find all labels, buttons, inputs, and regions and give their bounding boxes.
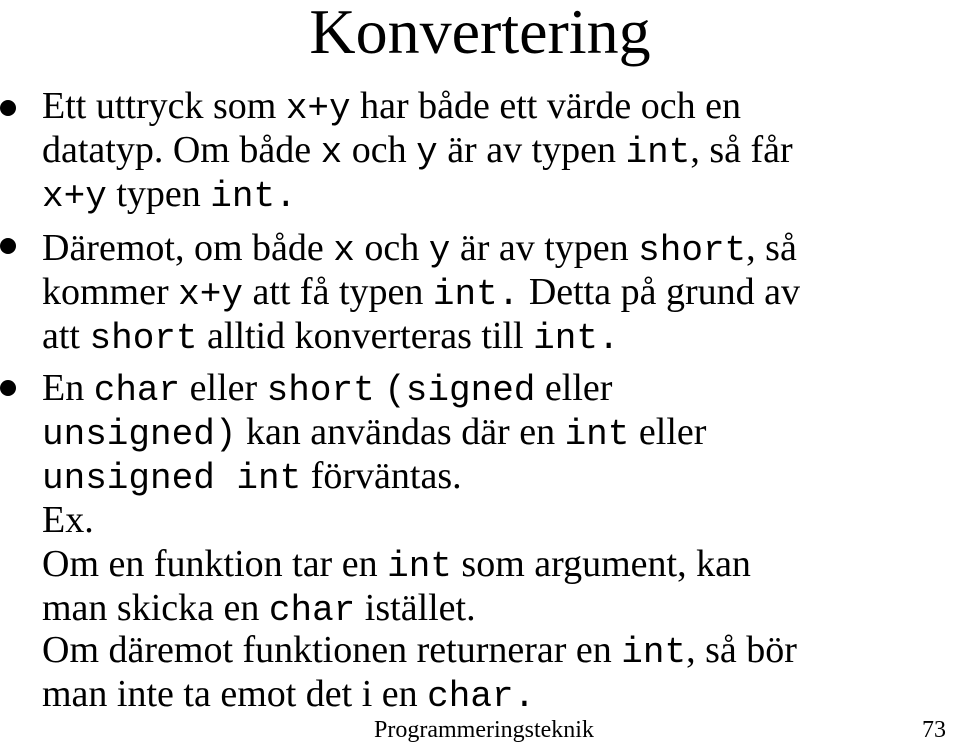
code-text: char.	[427, 676, 536, 717]
text-segment: Detta på grund av	[519, 271, 800, 313]
text-segment: eller	[180, 367, 267, 409]
text-segment: att	[42, 315, 90, 357]
code-text: x	[333, 230, 355, 271]
text-segment: som argument, kan	[451, 543, 751, 585]
text-line	[42, 128, 793, 175]
text-segment: Om en funktion tar en	[42, 543, 388, 585]
code-text: int	[625, 132, 691, 173]
text-segment: typen	[106, 173, 211, 215]
bullet-icon	[0, 380, 16, 396]
text-segment: istället.	[355, 587, 476, 629]
text-line	[42, 84, 741, 131]
text-line	[42, 270, 800, 317]
code-text: int	[564, 414, 630, 455]
footer-course: Programmeringsteknik	[374, 717, 594, 743]
bullet-icon	[0, 238, 16, 254]
text-segment: kommer	[42, 271, 179, 313]
text-line	[42, 226, 797, 273]
code-text: y	[428, 230, 451, 271]
text-line	[42, 366, 612, 413]
text-segment: förväntas.	[301, 455, 462, 497]
text-segment: kan användas där en	[236, 411, 565, 453]
code-text: char	[93, 370, 181, 411]
text-line	[42, 172, 297, 219]
code-text: unsigned int	[42, 458, 302, 499]
text-segment: Ex.	[42, 499, 94, 541]
text-segment: har både ett värde och en	[350, 85, 741, 127]
text-segment: man skicka en	[42, 587, 269, 629]
code-text: int.	[533, 318, 620, 359]
text-line	[42, 454, 462, 501]
text-segment	[375, 367, 385, 409]
code-text: unsigned)	[42, 414, 237, 455]
code-text: short	[89, 318, 198, 359]
text-line	[42, 542, 751, 589]
code-text: y	[416, 132, 438, 173]
text-line	[42, 410, 706, 457]
text-segment: att få typen	[242, 271, 433, 313]
text-segment: är av typen	[450, 227, 639, 269]
code-text: x	[320, 132, 343, 173]
text-line	[42, 314, 620, 361]
text-line	[42, 628, 797, 675]
text-segment: En	[42, 367, 94, 409]
code-text: char	[268, 590, 356, 631]
text-line	[42, 672, 535, 719]
text-segment: Ett uttryck som	[42, 85, 286, 127]
bullet-icon	[0, 100, 16, 116]
code-text: x+y	[42, 176, 107, 217]
code-text: short	[638, 230, 747, 271]
text-segment: man inte ta emot det i en	[42, 673, 428, 715]
code-text: x+y	[178, 274, 243, 315]
text-segment: eller	[629, 411, 707, 453]
text-segment: alltid konverteras till	[197, 315, 534, 357]
text-segment: Om däremot funktionen returnerar en	[42, 629, 622, 671]
code-text: int.	[432, 274, 520, 315]
code-text: (signed	[384, 370, 536, 411]
text-segment: Däremot, om både	[42, 227, 334, 269]
text-line	[42, 498, 94, 542]
slide-title: Konvertering	[309, 0, 651, 67]
text-segment: eller	[535, 367, 613, 409]
code-text: int	[387, 546, 452, 587]
code-text: x+y	[285, 88, 351, 129]
code-text: short	[266, 370, 375, 411]
text-segment: är av typen	[437, 129, 626, 171]
text-segment: och	[354, 227, 429, 269]
text-segment: , så	[746, 227, 797, 269]
code-text: int	[621, 632, 687, 673]
text-segment: datatyp. Om både	[42, 129, 321, 171]
text-segment: , så bör	[686, 629, 797, 671]
text-line	[42, 586, 476, 633]
page-number: 73	[922, 717, 946, 743]
text-segment: , så får	[690, 129, 793, 171]
code-text: int.	[210, 176, 297, 217]
text-segment: och	[342, 129, 417, 171]
